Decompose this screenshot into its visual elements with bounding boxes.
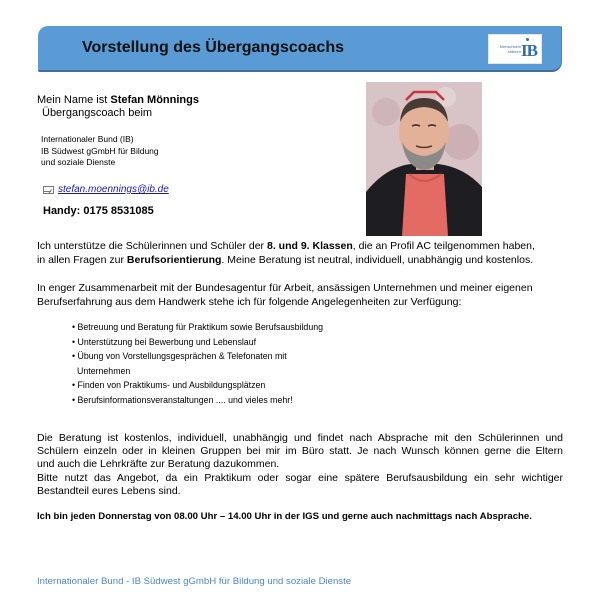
coach-role: Übergangscoach beim	[42, 107, 153, 119]
consultation-paragraph	[37, 432, 563, 498]
text-run: , die an Profil AC teilgenommen haben,	[352, 240, 535, 252]
list-item: • Berufsinformationsveranstaltungen .... und vieles mehr!	[72, 394, 293, 405]
org-line: IB Südwest gGmbH für Bildung	[41, 145, 159, 156]
paragraph-line: Schülern einzeln oder in kleinen Gruppen bei mir im Büro statt. Je nach Wunsch können gerne die Eltern	[37, 445, 563, 458]
org-line: und soziale Dienste	[41, 157, 116, 167]
text-run: in allen Fragen zur	[37, 253, 127, 266]
list-item: • Übung von Vorstellungsgesprächen & Telefonaten mit	[72, 351, 287, 361]
paragraph-line: Bitte nutzt das Angebot, da ein Praktikum oder sogar eine spätere Berufsausbildung ein sehr wichtiger	[37, 471, 563, 484]
text-run: Ich unterstütze die Schülerinnen und Schüler der	[37, 240, 267, 252]
email-link[interactable]: stefan.moennings@ib.de	[58, 184, 169, 195]
paragraph-line	[37, 240, 563, 254]
cooperation-paragraph	[37, 282, 563, 309]
text-run: . Meine Beratung ist neutral, individuell, unabhängig und kostenlos.	[221, 253, 534, 266]
paragraph-line: Bestandteil eures Lebens sind.	[37, 484, 181, 497]
logo-tagline-line1: Menschsein	[499, 44, 521, 49]
list-item: • Betreuung und Beratung für Praktikum sowie Berufsausbildung	[72, 322, 324, 332]
organization-block	[41, 134, 159, 169]
portrait-illustration	[366, 82, 482, 236]
schedule-note: Ich bin jeden Donnerstag von 08.00 Uhr – 14.00 Uhr in der IGS und gerne auch nachmittags nach Absprache.	[37, 511, 532, 522]
paragraph-line	[37, 254, 563, 268]
envelope-icon	[43, 186, 54, 194]
logo-tagline	[493, 44, 521, 54]
title-banner	[38, 26, 562, 72]
paragraph-line: und auch die Lehrkräfte zur Beratung dazukommen.	[37, 458, 280, 471]
paragraph-line: Die Beratung ist kostenlos, individuell, unabhängig und findet nach Absprache mit den Schülerinnen und	[37, 432, 563, 444]
ib-logo	[488, 34, 542, 64]
list-item-continuation: Unternehmen	[77, 365, 131, 376]
intro-paragraph	[37, 240, 563, 267]
org-line: Internationaler Bund (IB)	[41, 134, 134, 144]
phone-number: Handy: 0175 8531085	[43, 205, 154, 217]
coach-photo	[366, 82, 482, 236]
logo-mark: IB	[521, 41, 537, 60]
paragraph-line: In enger Zusammenarbeit mit der Bundesagentur für Arbeit, ansässigen Unternehmen und meiner eigenen	[37, 282, 533, 294]
email-row	[43, 184, 169, 195]
paragraph-line: Berufserfahrung aus dem Handwerk stehe ich für folgende Angelegenheiten zur Verfügung:	[37, 295, 462, 308]
services-list	[72, 320, 323, 407]
text-run-bold: 8. und 9. Klassen	[266, 240, 353, 252]
coach-name: Stefan Mönnings	[110, 94, 199, 106]
intro-line	[37, 94, 199, 107]
list-item: • Finden von Praktikums- und Ausbildungsplätzen	[72, 380, 266, 390]
text-run-bold: Berufsorientierung	[126, 253, 222, 266]
footer-text: Internationaler Bund - IB Südwest gGmbH für Bildung und soziale Dienste	[37, 576, 352, 587]
list-item: • Unterstützung bei Bewerbung und Lebenslauf	[72, 336, 257, 347]
page-title: Vorstellung des Übergangscoachs	[82, 39, 344, 56]
intro-prefix: Mein Name ist	[37, 94, 111, 106]
logo-tagline-line2: stärken	[507, 49, 521, 54]
